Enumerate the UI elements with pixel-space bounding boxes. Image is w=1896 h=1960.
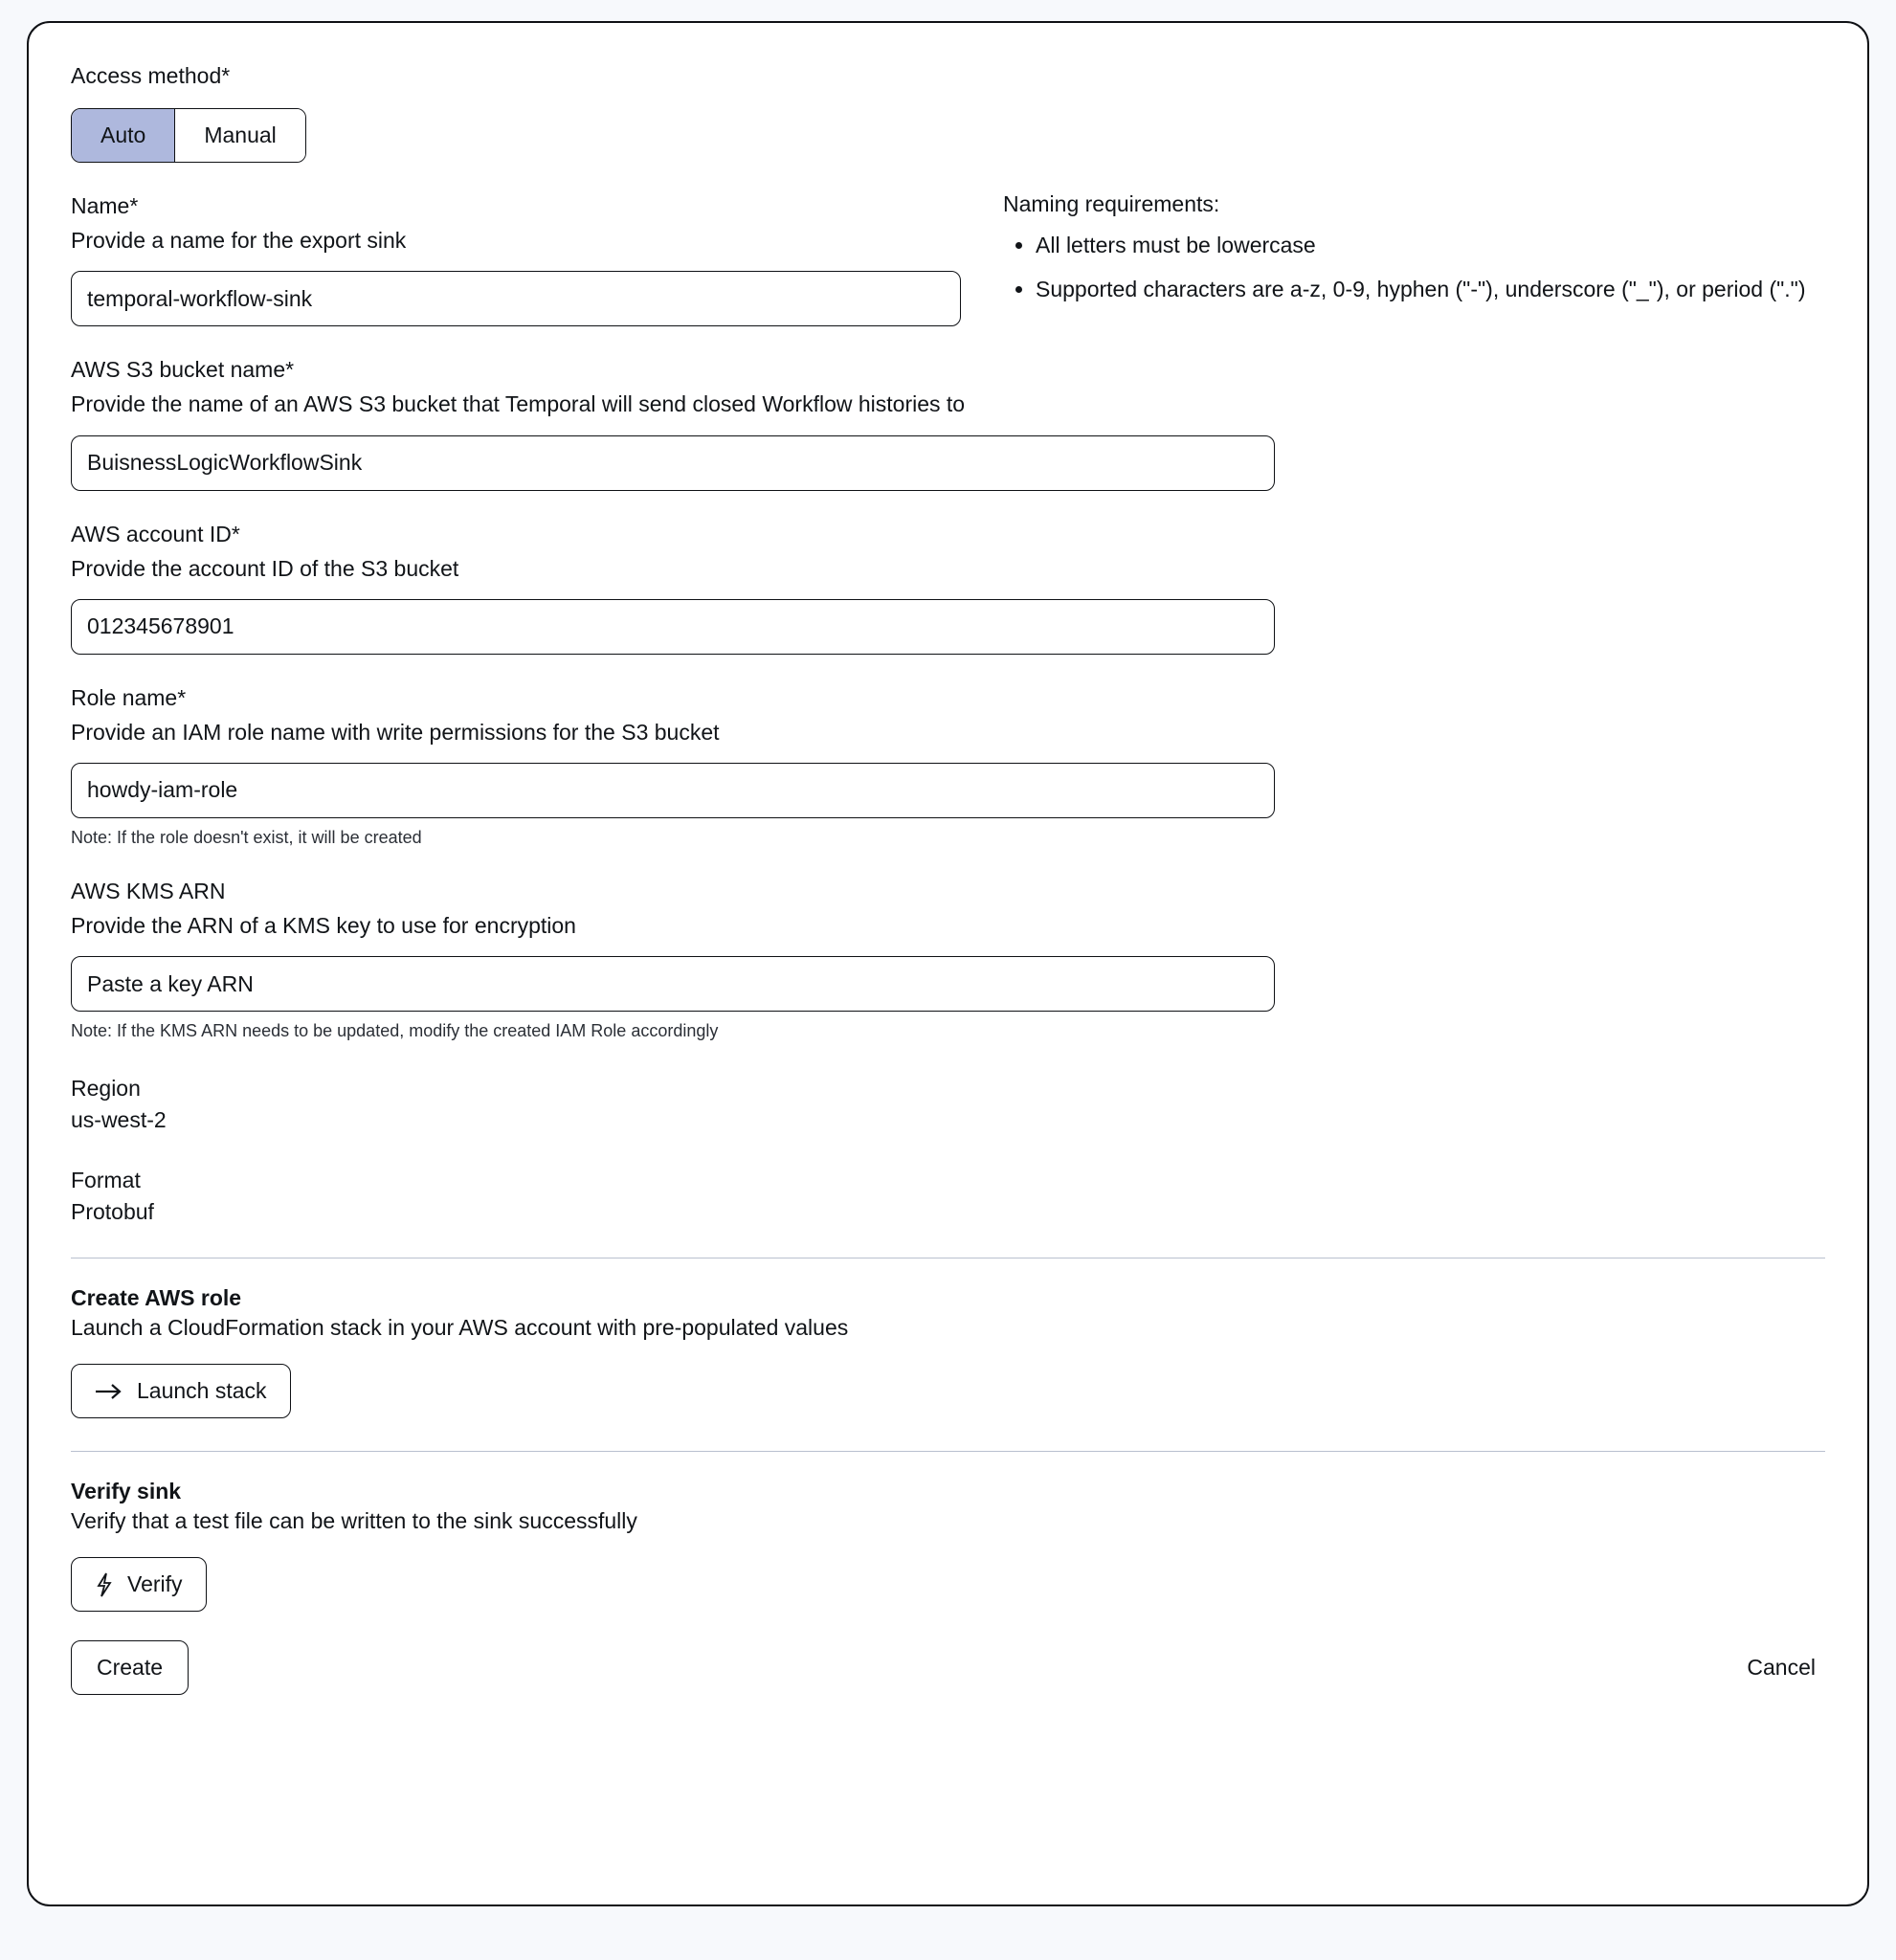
bucket-group <box>71 355 1825 490</box>
list-item: • All letters must be lowercase <box>1036 229 1825 263</box>
naming-requirements <box>1003 191 1825 316</box>
create-button[interactable]: Create <box>71 1640 189 1695</box>
account-id-group <box>71 520 1825 655</box>
role-name-description: Provide an IAM role name with write permissions for the S3 bucket <box>71 719 720 745</box>
verify-sink-description: Verify that a test file can be written to the sink successfully <box>71 1508 637 1534</box>
launch-stack-label: Launch stack <box>137 1378 267 1404</box>
kms-arn-description: Provide the ARN of a KMS key to use for encryption <box>71 913 576 939</box>
list-item: • Supported characters are a-z, 0-9, hyphen ("-"), underscore ("_"), or period (".") <box>1036 273 1825 307</box>
region-label: Region <box>71 1076 141 1102</box>
name-description: Provide a name for the export sink <box>71 228 407 254</box>
kms-arn-group <box>71 877 1825 1041</box>
naming-requirements-list <box>1003 229 1825 306</box>
format-label: Format <box>71 1168 141 1193</box>
role-name-input[interactable] <box>71 763 1275 818</box>
account-id-description: Provide the account ID of the S3 bucket <box>71 555 459 581</box>
launch-stack-button[interactable] <box>71 1364 291 1418</box>
name-and-requirements-row <box>71 191 1825 326</box>
form-footer <box>71 1640 1825 1695</box>
kms-arn-input[interactable] <box>71 956 1275 1012</box>
role-name-note: Note: If the role doesn't exist, it will be created <box>71 827 422 847</box>
create-aws-role-description: Launch a CloudFormation stack in your AWS account with pre-populated values <box>71 1315 849 1341</box>
bucket-name-input[interactable] <box>71 435 1275 491</box>
kms-arn-note: Note: If the KMS ARN needs to be updated, modify the created IAM Role accordingly <box>71 1021 719 1041</box>
divider <box>71 1451 1825 1452</box>
access-method-label: Access method* <box>71 63 231 88</box>
name-input[interactable] <box>71 271 961 326</box>
kms-arn-label: AWS KMS ARN <box>71 878 226 903</box>
verify-sink-section <box>71 1479 1825 1612</box>
account-id-input[interactable] <box>71 599 1275 655</box>
verify-button[interactable] <box>71 1557 207 1612</box>
bucket-description: Provide the name of an AWS S3 bucket that Temporal will send closed Workflow histories to <box>71 391 966 417</box>
name-label: Name* <box>71 193 139 219</box>
create-aws-role-title: Create AWS role <box>71 1285 242 1311</box>
access-method-group <box>71 61 1825 163</box>
cancel-button[interactable]: Cancel <box>1737 1649 1825 1686</box>
role-name-label: Role name* <box>71 684 187 710</box>
access-method-option-manual[interactable]: Manual <box>175 109 304 162</box>
verify-label: Verify <box>127 1571 183 1597</box>
region-block <box>71 1074 1825 1133</box>
create-aws-role-section <box>71 1285 1825 1418</box>
format-value: Protobuf <box>71 1199 154 1225</box>
bucket-label: AWS S3 bucket name* <box>71 357 295 383</box>
create-sink-form-card <box>27 21 1869 1906</box>
region-value: us-west-2 <box>71 1107 167 1133</box>
arrow-right-icon <box>95 1382 123 1401</box>
name-group <box>71 191 980 326</box>
account-id-label: AWS account ID* <box>71 521 240 546</box>
access-method-segmented-control[interactable] <box>71 108 306 163</box>
naming-requirements-title: Naming requirements: <box>1003 191 1220 217</box>
format-block <box>71 1166 1825 1225</box>
lightning-bolt-icon <box>95 1572 114 1597</box>
verify-sink-title: Verify sink <box>71 1479 182 1504</box>
role-name-group <box>71 683 1825 848</box>
access-method-option-auto[interactable]: Auto <box>72 109 174 162</box>
